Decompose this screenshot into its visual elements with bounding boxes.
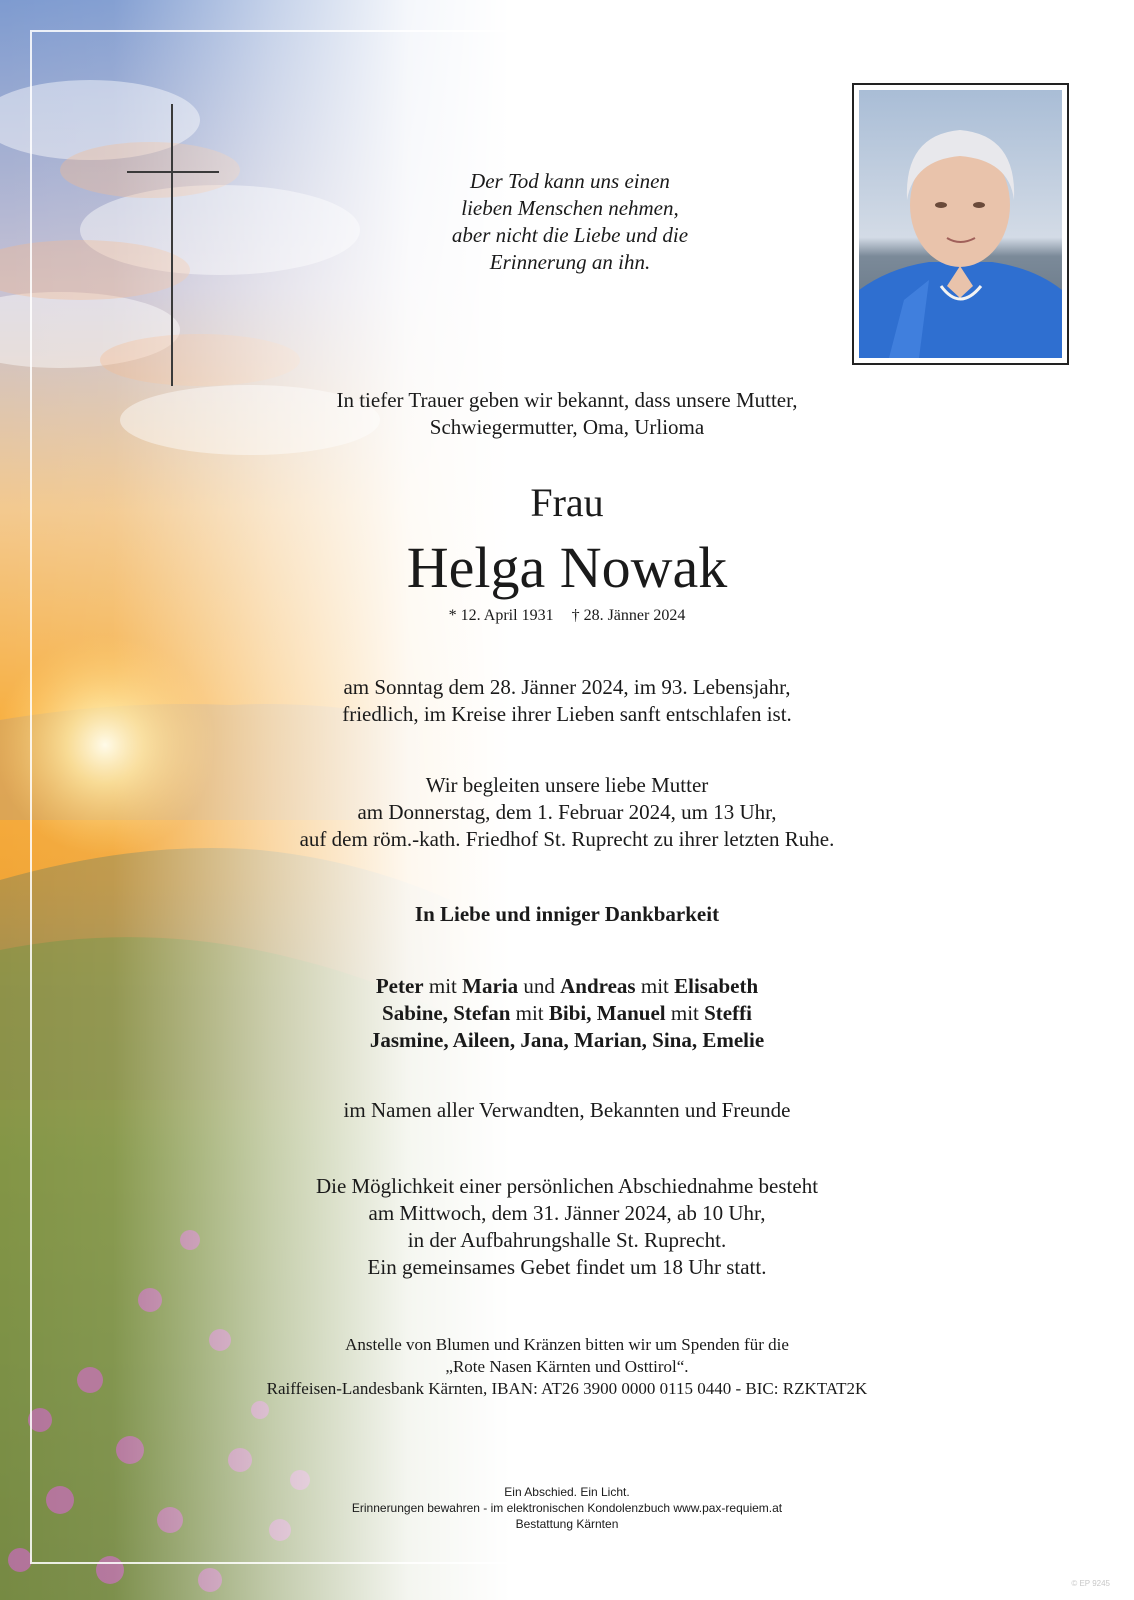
family-list [0, 973, 1134, 1054]
birth-date: * 12. April 1931 [448, 607, 554, 624]
footer-line: Ein Abschied. Ein Licht. [504, 1485, 630, 1499]
death-date: † 28. Jänner 2024 [571, 607, 686, 624]
viewing-paragraph [0, 1173, 1134, 1281]
intro-line: In tiefer Trauer geben wir bekannt, dass unsere Mutter, [336, 388, 798, 412]
paragraph-line: in der Aufbahrungshalle St. Ruprecht. [407, 1228, 727, 1252]
footer-line: Erinnerungen bewahren - im elektronischen Kondolenzbuch www.pax-requiem.at [351, 1501, 783, 1515]
paragraph-line: am Sonntag dem 28. Jänner 2024, im 93. Lebensjahr, [343, 675, 791, 699]
deceased-name: Helga Nowak [406, 535, 728, 600]
intro-line: Schwiegermutter, Oma, Urlioma [429, 415, 705, 439]
dankbarkeit-heading: In Liebe und inniger Dankbarkeit [414, 902, 720, 926]
family-line: Peter mit Maria und Andreas mit Elisabeth [375, 974, 759, 998]
donation-notice [0, 1334, 1134, 1400]
quote-line: Erinnerung an ihn. [489, 250, 651, 274]
life-dates [0, 606, 1134, 626]
paragraph-line: Ein gemeinsames Gebet findet um 18 Uhr statt. [367, 1255, 767, 1279]
relatives-line: im Namen aller Verwandten, Bekannten und Freunde [343, 1098, 791, 1122]
donation-line: „Rote Nasen Kärnten und Osttirol“. [445, 1357, 689, 1376]
family-line: Sabine, Stefan mit Bibi, Manuel mit Steffi [382, 1001, 752, 1025]
announcement-intro [0, 387, 1134, 441]
footer-line: Bestattung Kärnten [515, 1517, 619, 1531]
family-line: Jasmine, Aileen, Jana, Marian, Sina, Emelie [369, 1028, 765, 1052]
quote-line: lieben Menschen nehmen, [461, 196, 679, 220]
portrait-photo [852, 83, 1069, 365]
paragraph-line: friedlich, im Kreise ihrer Lieben sanft entschlafen ist. [342, 702, 792, 726]
salutation: Frau [530, 480, 604, 525]
quote-line: Der Tod kann uns einen [470, 169, 670, 193]
template-code: © EP 9245 [1071, 1579, 1110, 1588]
donation-line: Raiffeisen-Landesbank Kärnten, IBAN: AT26 3900 0000 0115 0440 - BIC: RZKTAT2K [266, 1379, 868, 1398]
death-notice-paragraph [0, 674, 1134, 728]
donation-line: Anstelle von Blumen und Kränzen bitten wir um Spenden für die [345, 1335, 789, 1354]
portrait-image [859, 90, 1062, 358]
footer [0, 1484, 1134, 1532]
paragraph-line: am Donnerstag, dem 1. Februar 2024, um 13 Uhr, [357, 800, 777, 824]
memorial-quote [380, 168, 760, 276]
paragraph-line: auf dem röm.-kath. Friedhof St. Ruprecht zu ihrer letzten Ruhe. [299, 827, 835, 851]
paragraph-line: am Mittwoch, dem 31. Jänner 2024, ab 10 Uhr, [368, 1201, 766, 1225]
funeral-paragraph [0, 772, 1134, 853]
quote-line: aber nicht die Liebe und die [451, 223, 689, 247]
paragraph-line: Wir begleiten unsere liebe Mutter [425, 773, 709, 797]
paragraph-line: Die Möglichkeit einer persönlichen Abschiednahme besteht [315, 1174, 819, 1198]
